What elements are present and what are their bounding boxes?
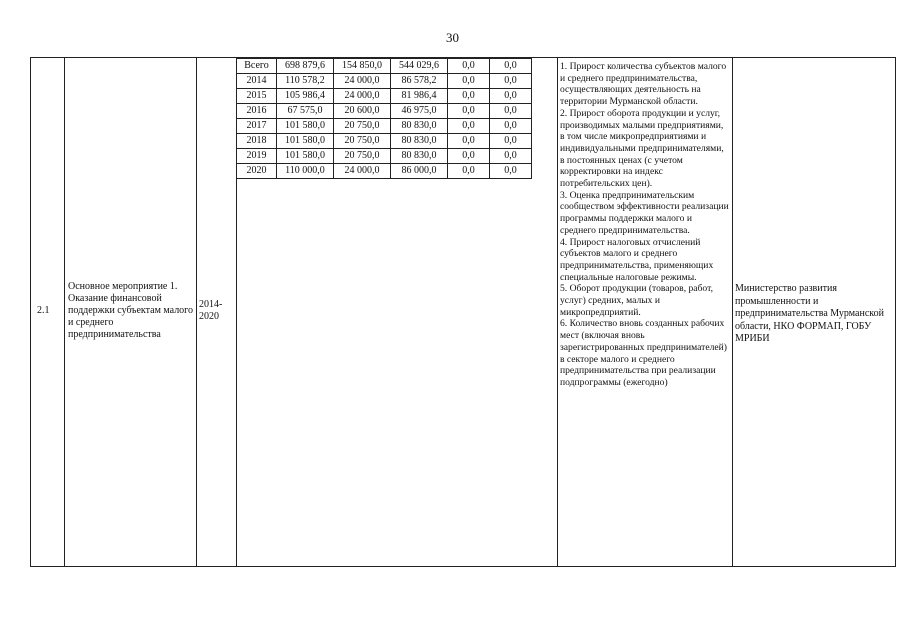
indicator-item: 4. Прирост налоговых отчислений субъектов малого и среднего предпринимательства, применяющих специальные налоговые режимы.: [560, 236, 714, 283]
finance-row: [237, 104, 532, 119]
finance-cell-c3: 0,0: [448, 89, 490, 104]
event-period: 2014-2020: [199, 299, 223, 322]
finance-cell-c1: 20 750,0: [334, 149, 391, 164]
row-number: 2.1: [37, 305, 50, 316]
finance-cell-total: 698 879,6: [277, 59, 334, 74]
indicator-item: 3. Оценка предпринимательским сообществом эффективности реализации программы поддержки малого и среднего предпринимательства.: [560, 189, 729, 236]
finance-cell-c1: 20 750,0: [334, 119, 391, 134]
page-number: 30: [446, 30, 459, 45]
finance-cell-c1: 24 000,0: [334, 74, 391, 89]
finance-row: [237, 134, 532, 149]
finance-cell-year: 2018: [237, 134, 277, 149]
finance-cell-c1: 20 750,0: [334, 134, 391, 149]
indicator-item: 2. Прирост оборота продукции и услуг, производимых малыми предприятиями, в том числе микропредприятиями и индивидуальными предпринимателями, в постоянных ценах (с учетом корректировки на индекс потребительских цен).: [560, 107, 724, 190]
finance-row: [237, 119, 532, 134]
finance-cell-c1: 24 000,0: [334, 164, 391, 179]
finance-row: [237, 74, 532, 89]
finance-cell-year: 2014: [237, 74, 277, 89]
finance-cell-c2: 46 975,0: [391, 104, 448, 119]
finance-cell-year: 2016: [237, 104, 277, 119]
finance-cell-c4: 0,0: [490, 104, 532, 119]
finance-cell-c4: 0,0: [490, 149, 532, 164]
indicator-item: 6. Количество вновь созданных рабочих мест (включая вновь зарегистрированных предпринимателей) в секторе малого и среднего предпринимательства при реализации подпрограммы (ежегодно): [560, 318, 727, 388]
finance-cell-c1: 24 000,0: [334, 89, 391, 104]
indicator-item: 1. Прирост количества субъектов малого и среднего предпринимательства, осуществляющих деятельность на территории Мурманской области.: [560, 61, 727, 108]
finance-cell-c4: 0,0: [490, 59, 532, 74]
finance-cell-c1: 20 600,0: [334, 104, 391, 119]
finance-cell-year: 2017: [237, 119, 277, 134]
column-divider: [64, 58, 65, 566]
finance-cell-c4: 0,0: [490, 74, 532, 89]
column-divider: [732, 58, 733, 566]
finance-cell-c1: 154 850,0: [334, 59, 391, 74]
finance-cell-year: 2019: [237, 149, 277, 164]
finance-cell-year: 2015: [237, 89, 277, 104]
finance-cell-total: 110 000,0: [277, 164, 334, 179]
finance-cell-c3: 0,0: [448, 74, 490, 89]
finance-cell-c2: 81 986,4: [391, 89, 448, 104]
finance-cell-c4: 0,0: [490, 164, 532, 179]
finance-cell-total: 110 578,2: [277, 74, 334, 89]
indicator-item: 5. Оборот продукции (товаров, работ, услуг) средних, малых и микропредприятий.: [560, 283, 713, 318]
program-table: [30, 57, 896, 567]
finance-cell-c3: 0,0: [448, 149, 490, 164]
finance-cell-c2: 80 830,0: [391, 134, 448, 149]
finance-cell-c2: 544 029,6: [391, 59, 448, 74]
event-name: Основное мероприятие 1. Оказание финансовой поддержки субъектам малого и среднего предпринимательства: [68, 281, 194, 340]
finance-cell-c2: 80 830,0: [391, 119, 448, 134]
finance-cell-c3: 0,0: [448, 134, 490, 149]
finance-cell-c3: 0,0: [448, 59, 490, 74]
finance-cell-c4: 0,0: [490, 119, 532, 134]
column-divider: [196, 58, 197, 566]
finance-row: [237, 149, 532, 164]
finance-cell-total: 101 580,0: [277, 119, 334, 134]
finance-cell-year: Всего: [237, 59, 277, 74]
finance-cell-total: 101 580,0: [277, 149, 334, 164]
finance-cell-c2: 80 830,0: [391, 149, 448, 164]
indicators-text: [560, 61, 730, 389]
finance-cell-year: 2020: [237, 164, 277, 179]
finance-cell-c3: 0,0: [448, 119, 490, 134]
finance-cell-total: 105 986,4: [277, 89, 334, 104]
finance-row: [237, 89, 532, 104]
finance-cell-c3: 0,0: [448, 164, 490, 179]
finance-cell-c2: 86 578,2: [391, 74, 448, 89]
finance-cell-c4: 0,0: [490, 134, 532, 149]
finance-cell-total: 67 575,0: [277, 104, 334, 119]
executor-text: Министерство развития промышленности и предпринимательства Мурманской области, НКО ФОРМАП, ГОБУ МРИБИ: [735, 283, 884, 344]
finance-table: [236, 58, 532, 179]
column-divider: [557, 58, 558, 566]
finance-row: [237, 164, 532, 179]
finance-cell-c4: 0,0: [490, 89, 532, 104]
finance-cell-total: 101 580,0: [277, 134, 334, 149]
finance-row: [237, 59, 532, 74]
finance-cell-c2: 86 000,0: [391, 164, 448, 179]
finance-cell-c3: 0,0: [448, 104, 490, 119]
